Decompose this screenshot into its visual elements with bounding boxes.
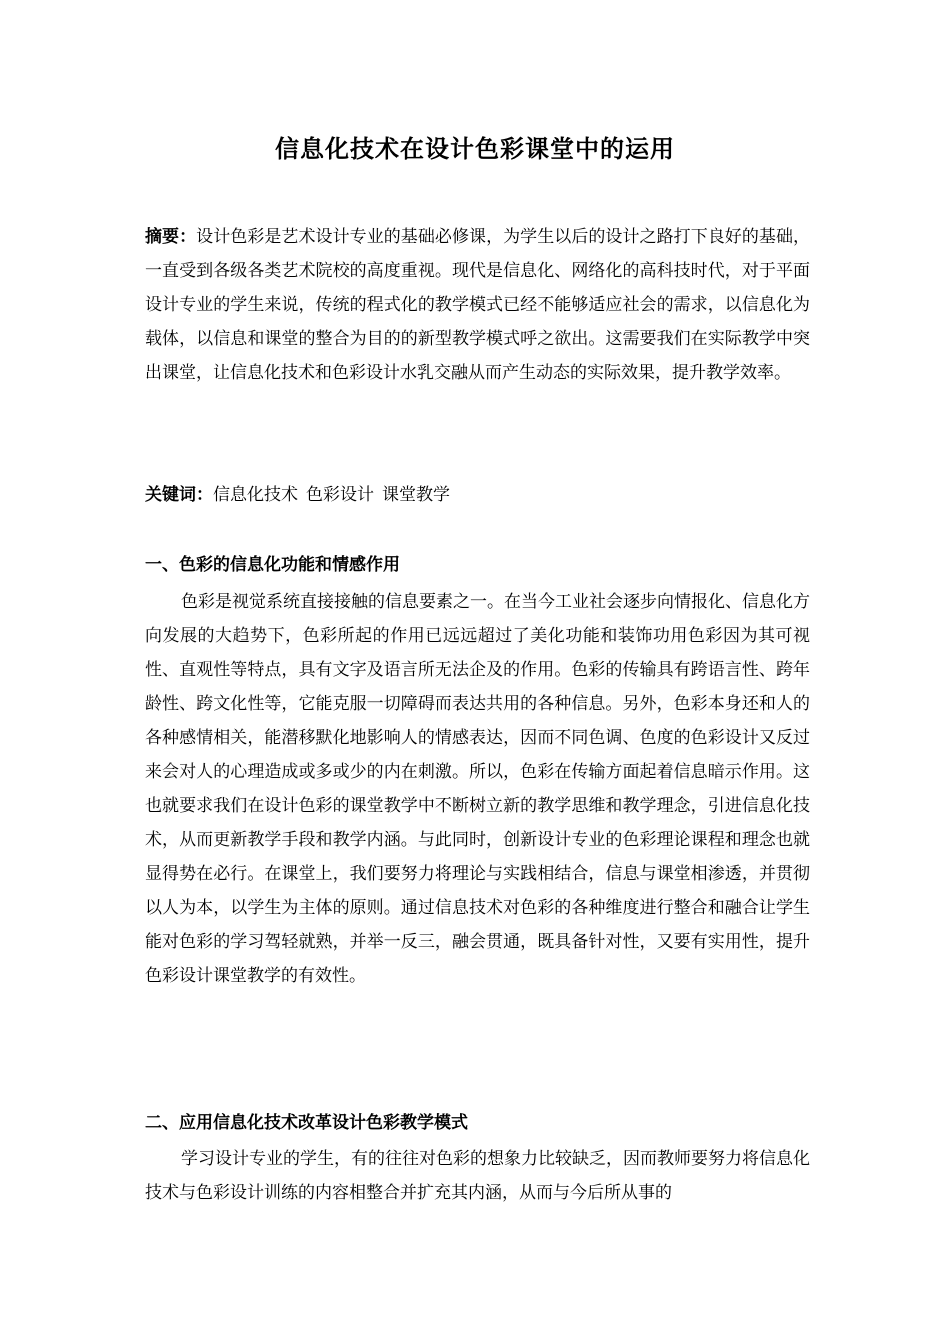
keywords [145,478,810,512]
keyword-item: 课堂教学 [382,485,450,505]
section-heading-1: 一、色彩的信息化功能和情感作用 [145,555,400,575]
keyword-item: 信息化技术 [213,485,298,505]
abstract [145,220,810,390]
section-heading-2: 二、应用信息化技术改革设计色彩教学模式 [145,1113,468,1133]
keyword-item: 色彩设计 [306,485,374,505]
section-paragraph-1: 色彩是视觉系统直接接触的信息要素之一。在当今工业社会逐步向情报化、信息化方向发展的大趋势下，色彩所起的作用已远远超过了美化功能和装饰功用色彩因为其可视性、直观性等特点，具有文字及语言所无法企及的作用。色彩的传输具有跨语言性、跨年龄性、跨文化性等，它能克服一切障碍而表达共用的各种信息。另外，色彩本身还和人的各种感情相关，能潜移默化地影响人的情感表达，因而不同色调、色度的色彩设计又反过来会对人的心理造成或多或少的内在刺激。所以，色彩在传输方面起着信息暗示作用。这也就要求我们在设计色彩的课堂教学中不断树立新的教学思维和教学理念，引进信息化技术，从而更新教学手段和教学内涵。与此同时，创新设计专业的色彩理论课程和理念也就显得势在必行。在课堂上，我们要努力将理论与实践相结合，信息与课堂相渗透，并贯彻以人为本，以学生为主体的原则。通过信息技术对色彩的各种维度进行整合和融合让学生能对色彩的学习驾轻就熟，并举一反三，融会贯通，既具备针对性，又要有实用性，提升色彩设计课堂教学的有效性。 [145,592,810,986]
keywords-label: 关键词： [145,485,213,505]
abstract-label: 摘要： [145,227,197,247]
section-paragraph-2: 学习设计专业的学生，有的往往对色彩的想象力比较缺乏，因而教师要努力将信息化技术与色彩设计训练的内容相整合并扩充其内涵，从而与今后所从事的 [145,1149,810,1203]
document-title: 信息化技术在设计色彩课堂中的运用 [275,134,675,163]
abstract-text: 设计色彩是艺术设计专业的基础必修课，为学生以后的设计之路打下良好的基础，一直受到各级各类艺术院校的高度重视。现代是信息化、网络化的高科技时代，对于平面设计专业的学生来说，传统的程式化的教学模式已经不能够适应社会的需求，以信息化为载体，以信息和课堂的整合为目的的新型教学模式呼之欲出。这需要我们在实际教学中突出课堂，让信息化技术和色彩设计水乳交融从而产生动态的实际效果，提升教学效率。 [145,227,811,383]
